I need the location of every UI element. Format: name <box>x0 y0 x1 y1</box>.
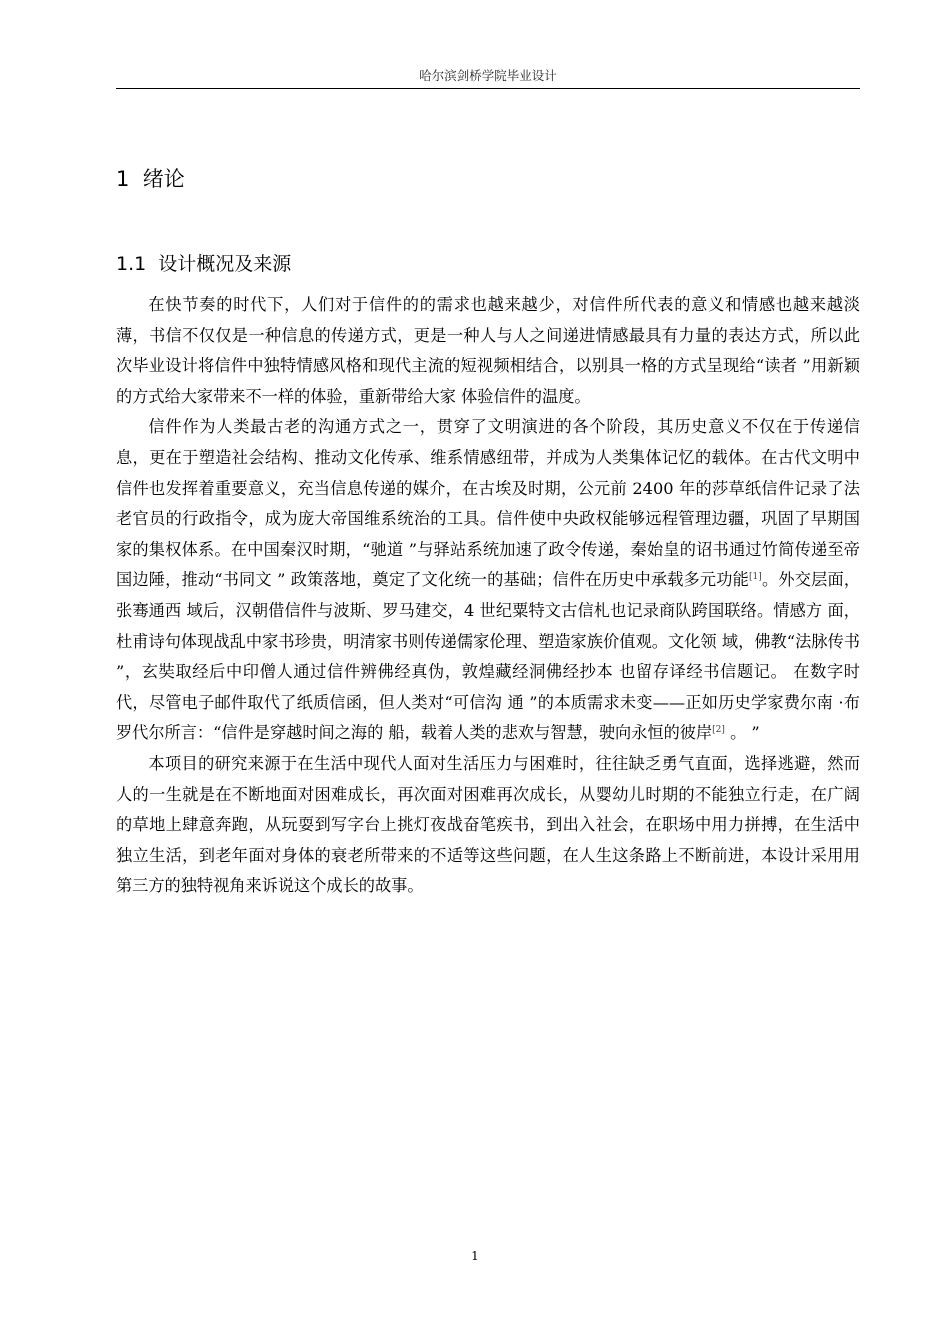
citation-2: [2] <box>712 725 725 736</box>
paragraph-2 <box>116 412 860 749</box>
paragraph-1: 在快节奏的时代下，人们对于信件的的需求也越来越少，对信件所代表的意义和情感也越来越淡薄，书信不仅仅是一种信息的传递方式，更是一种人与人之间递进情感最具有力量的表达方式，所以此次毕业设计将信件中独特情感风格和现代主流的短视频相结合，以别具一格的方式呈现给“读者 ”用新颖的方式给大家带来不一样的体验，重新带给大家 体验信件的温度。 <box>116 295 860 406</box>
page-header: 哈尔滨剑桥学院毕业设计 <box>419 68 557 83</box>
paragraph-2-part-1: 信件作为人类最古老的沟通方式之一，贯穿了文明演进的各个阶段，其历史意义不仅在于传递信息，更在于塑造社会结构、推动文化传承、维系情感纽带，并成为人类集体记忆的载体。在古代文明中信件也发挥着重要意义，充当信息传递的媒介，在古埃及时期，公元前 2400 年的莎草纸信件记录了法老官员的行政指令，成为庞大帝国维系统治的工具。信件使中央政权能够远程管理边疆，巩固了早期国家的集权体系。在中国秦汉时期，“驰道 ”与驿站系统加速了政令传递，秦始皇的诏书通过竹简传递至帝国边陲，推动“书同文 ” 政策落地，奠定了文化统一的基础；信件在历史中承载多元功能 <box>116 417 860 590</box>
body-text <box>116 290 860 902</box>
page-number: 1 <box>471 1249 479 1263</box>
header-divider <box>116 88 860 89</box>
paragraph-2-part-3: 。 ” <box>724 723 760 743</box>
paragraph-3: 本项目的研究来源于在生活中现代人面对生活压力与困难时，往往缺乏勇气直面，选择逃避，然而人的一生就是在不断地面对困难成长，再次面对困难再次成长，从婴幼儿时期的不能独立行走，在广阔的草地上肆意奔跑，从玩耍到写字台上挑灯夜战奋笔疾书，到出入社会，在职场中用力拼搏，在生活中独立生活，到老年面对身体的衰老所带来的不适等这些问题，在人生这条路上不断前进，本设计采用用第三方的独特视角来诉说这个成长的故事。 <box>116 753 860 896</box>
citation-1: [1] <box>749 572 762 583</box>
section-title: 1.1 设计概况及来源 <box>116 253 292 275</box>
paragraph-2-part-2: 。外交层面，张骞通西 域后，汉朝借信件与波斯、罗马建交，4 世纪粟特文古信札也记录商队跨国联络。情感方 面，杜甫诗句体现战乱中家书珍贵，明清家书则传递儒家伦理、塑造家族价值观。文化领 域，佛教“法脉传书 ”，玄奘取经后中印僧人通过信件辨佛经真伪，敦煌藏经洞佛经抄本 也留存译经书信题记。 在数字时代，尽管电子邮件取代了纸质信函，但人类对“可信沟 通 ”的本质需求未变——正如历史学家费尔南 ·布罗代尔所言：“信件是穿越时间之海的 船，载着人类的悲欢与智慧，驶向永恒的彼岸 <box>116 570 861 743</box>
chapter-title: 1 绪论 <box>116 167 185 191</box>
